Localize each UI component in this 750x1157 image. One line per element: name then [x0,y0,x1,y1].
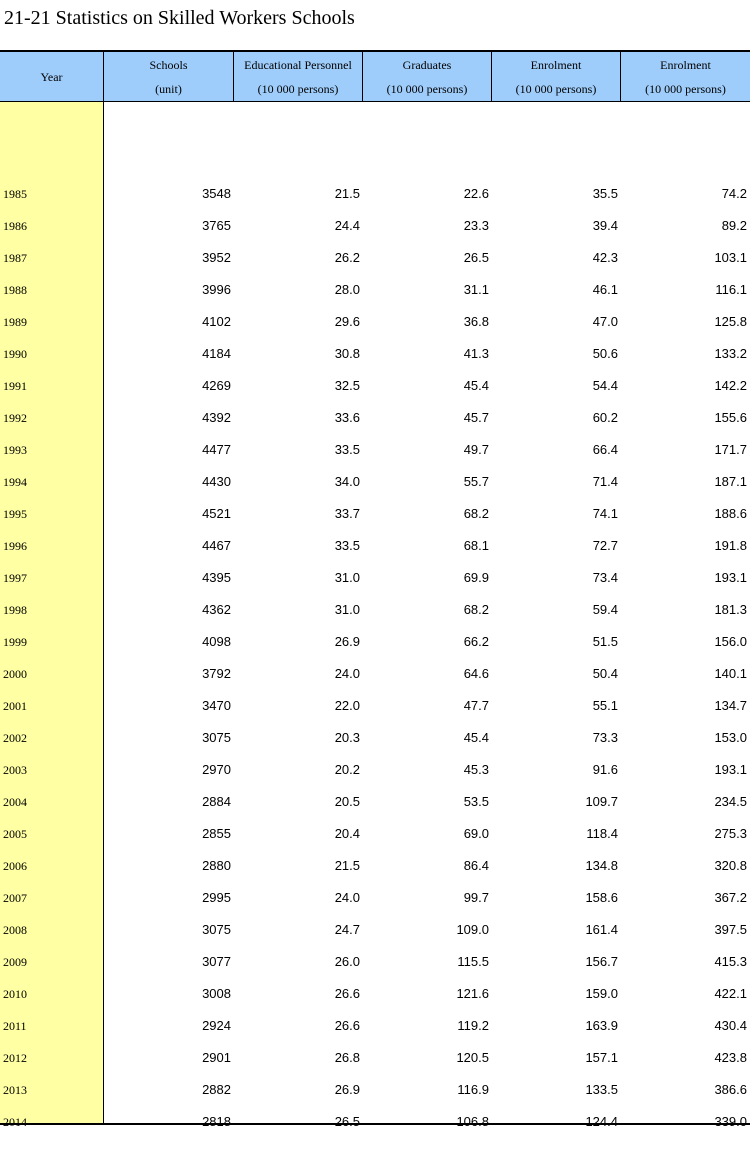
cell-educational-personnel: 33.5 [334,538,360,553]
cell-schools: 3996 [202,282,231,297]
header-enrolment-new-unit: (10 000 persons) [515,82,597,96]
cell-educational-personnel: 26.9 [334,1082,360,1097]
cell-educational-personnel: 21.5 [334,858,360,873]
cell-educational-personnel: 26.6 [334,986,360,1001]
page-title: 21-21 Statistics on Skilled Workers Schools [4,7,355,29]
cell-enrolment-new: 91.6 [592,762,618,777]
table-row [0,858,750,890]
cell-schools: 2901 [202,1050,231,1065]
cell-graduates: 69.9 [463,570,489,585]
cell-enrolment-new: 73.4 [592,570,618,585]
cell-enrolment-total: 74.2 [721,186,747,201]
cell-educational-personnel: 20.2 [334,762,360,777]
table-row [0,954,750,986]
cell-graduates: 99.7 [463,890,489,905]
table-row [0,250,750,282]
cell-year: 2004 [3,795,27,809]
statistics-table [0,50,750,1129]
cell-year: 2011 [3,1019,27,1033]
cell-schools: 4362 [202,602,231,617]
cell-year: 2009 [3,955,27,969]
cell-schools: 3075 [202,730,231,745]
header-educational-personnel-label: Educational Personnel [244,58,352,72]
table-row [0,506,750,538]
cell-year: 1993 [3,443,27,457]
cell-year: 1988 [3,283,27,297]
cell-educational-personnel: 33.5 [334,442,360,457]
cell-graduates: 116.9 [457,1082,489,1097]
cell-enrolment-total: 320.8 [714,858,747,873]
cell-educational-personnel: 26.9 [334,634,360,649]
cell-enrolment-new: 72.7 [592,538,618,553]
table-row [0,666,750,698]
cell-educational-personnel: 24.0 [334,666,360,681]
table-row [0,1082,750,1114]
header-graduates-label: Graduates [402,58,452,72]
cell-enrolment-new: 74.1 [592,506,618,521]
table-bottom-rule [0,1123,750,1125]
table-row [0,378,750,410]
cell-graduates: 22.6 [463,186,489,201]
table-row [0,890,750,922]
cell-enrolment-new: 158.6 [585,890,618,905]
cell-graduates: 68.1 [463,538,489,553]
table-row [0,826,750,858]
cell-educational-personnel: 24.4 [334,218,360,233]
cell-educational-personnel: 22.0 [334,698,360,713]
cell-schools: 3470 [202,698,231,713]
header-year [0,52,104,101]
header-graduates [363,52,492,101]
table-row [0,1018,750,1050]
cell-enrolment-total: 171.7 [714,442,747,457]
table-row [0,1050,750,1082]
cell-enrolment-new: 35.5 [592,186,618,201]
cell-educational-personnel: 26.0 [334,954,360,969]
cell-graduates: 45.4 [463,378,489,393]
cell-enrolment-total: 125.8 [714,314,747,329]
cell-enrolment-new: 71.4 [592,474,618,489]
table-rows [0,186,750,1146]
cell-schools: 3952 [202,250,231,265]
cell-year: 1998 [3,603,27,617]
cell-educational-personnel: 34.0 [334,474,360,489]
cell-schools: 4184 [202,346,231,361]
cell-graduates: 31.1 [463,282,489,297]
cell-graduates: 55.7 [463,474,489,489]
header-educational-personnel [234,52,363,101]
cell-schools: 3077 [202,954,231,969]
cell-educational-personnel: 31.0 [334,602,360,617]
cell-year: 1996 [3,539,27,553]
cell-enrolment-total: 134.7 [714,698,747,713]
cell-schools: 2880 [202,858,231,873]
cell-schools: 2970 [202,762,231,777]
cell-enrolment-total: 423.8 [714,1050,747,1065]
cell-enrolment-total: 386.6 [714,1082,747,1097]
cell-graduates: 45.4 [463,730,489,745]
cell-educational-personnel: 20.3 [334,730,360,745]
cell-educational-personnel: 31.0 [334,570,360,585]
cell-schools: 2924 [202,1018,231,1033]
table-row [0,570,750,602]
cell-schools: 4521 [202,506,231,521]
cell-schools: 2882 [202,1082,231,1097]
table-row [0,698,750,730]
cell-schools: 3008 [202,986,231,1001]
cell-graduates: 53.5 [463,794,489,809]
cell-enrolment-total: 155.6 [714,410,747,425]
table-row [0,922,750,954]
cell-enrolment-new: 59.4 [592,602,618,617]
cell-graduates: 45.3 [463,762,489,777]
cell-graduates: 47.7 [463,698,489,713]
header-graduates-unit: (10 000 persons) [386,82,468,96]
table-row [0,538,750,570]
cell-schools: 2855 [202,826,231,841]
cell-year: 1999 [3,635,27,649]
cell-year: 2010 [3,987,27,1001]
cell-educational-personnel: 33.7 [334,506,360,521]
cell-educational-personnel: 20.5 [334,794,360,809]
table-row [0,410,750,442]
cell-enrolment-new: 51.5 [592,634,618,649]
cell-enrolment-new: 157.1 [585,1050,618,1065]
cell-graduates: 41.3 [463,346,489,361]
cell-enrolment-new: 66.4 [592,442,618,457]
cell-enrolment-new: 163.9 [585,1018,618,1033]
cell-schools: 2884 [202,794,231,809]
cell-enrolment-new: 134.8 [585,858,618,873]
cell-enrolment-new: 133.5 [585,1082,618,1097]
table-row [0,794,750,826]
table-row [0,634,750,666]
cell-year: 2005 [3,827,27,841]
cell-educational-personnel: 24.0 [334,890,360,905]
cell-graduates: 119.2 [457,1018,489,1033]
cell-year: 2014 [3,1115,27,1129]
cell-educational-personnel: 28.0 [334,282,360,297]
header-schools-unit: (unit) [155,82,182,96]
cell-educational-personnel: 29.6 [334,314,360,329]
cell-enrolment-new: 50.4 [592,666,618,681]
cell-enrolment-total: 140.1 [714,666,747,681]
cell-schools: 3075 [202,922,231,937]
cell-enrolment-total: 133.2 [714,346,747,361]
cell-enrolment-total: 153.0 [714,730,747,745]
cell-schools: 4395 [202,570,231,585]
cell-year: 2007 [3,891,27,905]
cell-year: 1986 [3,219,27,233]
cell-schools: 4392 [202,410,231,425]
cell-educational-personnel: 21.5 [334,186,360,201]
cell-enrolment-new: 50.6 [592,346,618,361]
cell-enrolment-new: 60.2 [592,410,618,425]
table-row [0,314,750,346]
cell-enrolment-new: 42.3 [592,250,618,265]
cell-enrolment-total: 193.1 [714,570,747,585]
cell-graduates: 86.4 [463,858,489,873]
cell-schools: 4467 [202,538,231,553]
table-row [0,602,750,634]
cell-year: 2013 [3,1083,27,1097]
cell-enrolment-new: 118.4 [586,826,618,841]
cell-schools: 4430 [202,474,231,489]
cell-enrolment-new: 39.4 [592,218,618,233]
table-row [0,346,750,378]
cell-graduates: 49.7 [463,442,489,457]
cell-enrolment-total: 187.1 [714,474,747,489]
header-enrolment-new-label: Enrolment [530,58,582,72]
cell-schools: 3765 [202,218,231,233]
header-educational-personnel-unit: (10 000 persons) [257,82,339,96]
cell-graduates: 36.8 [463,314,489,329]
cell-schools: 2818 [202,1114,231,1129]
cell-year: 1997 [3,571,27,585]
table-row [0,762,750,794]
cell-enrolment-new: 124.4 [585,1114,618,1129]
cell-year: 1989 [3,315,27,329]
cell-enrolment-total: 142.2 [714,378,747,393]
cell-year: 1990 [3,347,27,361]
cell-graduates: 121.6 [456,986,489,1001]
cell-enrolment-new: 161.4 [585,922,618,937]
cell-graduates: 68.2 [463,602,489,617]
cell-educational-personnel: 30.8 [334,346,360,361]
cell-year: 1995 [3,507,27,521]
cell-enrolment-total: 193.1 [714,762,747,777]
cell-educational-personnel: 20.4 [334,826,360,841]
cell-year: 1992 [3,411,27,425]
cell-enrolment-total: 422.1 [714,986,747,1001]
cell-enrolment-total: 103.1 [714,250,747,265]
cell-year: 2003 [3,763,27,777]
cell-educational-personnel: 26.5 [334,1114,360,1129]
cell-enrolment-new: 47.0 [592,314,618,329]
cell-enrolment-total: 397.5 [714,922,747,937]
header-enrolment-total-label: Enrolment [660,58,711,72]
cell-graduates: 64.6 [463,666,489,681]
cell-enrolment-total: 116.1 [715,282,747,297]
cell-schools: 4477 [202,442,231,457]
cell-year: 2001 [3,699,27,713]
table-row [0,186,750,218]
cell-year: 2000 [3,667,27,681]
table-header [0,52,750,102]
header-schools-label: Schools [149,58,188,72]
header-year-label: Year [40,69,63,84]
cell-graduates: 120.5 [456,1050,489,1065]
cell-enrolment-total: 191.8 [714,538,747,553]
cell-schools: 3548 [202,186,231,201]
cell-year: 2006 [3,859,27,873]
cell-enrolment-total: 415.3 [714,954,747,969]
table-row [0,442,750,474]
cell-year: 1985 [3,187,27,201]
cell-enrolment-total: 188.6 [714,506,747,521]
cell-educational-personnel: 26.8 [334,1050,360,1065]
cell-graduates: 69.0 [463,826,489,841]
cell-year: 2002 [3,731,27,745]
cell-enrolment-total: 181.3 [714,602,747,617]
cell-enrolment-new: 46.1 [592,282,618,297]
cell-enrolment-new: 73.3 [592,730,618,745]
header-enrolment-new [492,52,621,101]
cell-graduates: 23.3 [463,218,489,233]
cell-educational-personnel: 26.2 [334,250,360,265]
cell-educational-personnel: 32.5 [334,378,360,393]
cell-enrolment-new: 109.7 [585,794,618,809]
cell-enrolment-total: 156.0 [714,634,747,649]
cell-educational-personnel: 26.6 [334,1018,360,1033]
cell-year: 2008 [3,923,27,937]
header-enrolment-total [621,52,750,101]
cell-graduates: 26.5 [463,250,489,265]
cell-year: 2012 [3,1051,27,1065]
cell-graduates: 109.0 [456,922,489,937]
table-row [0,282,750,314]
header-enrolment-total-unit: (10 000 persons) [645,82,726,96]
cell-enrolment-total: 430.4 [714,1018,747,1033]
cell-enrolment-total: 339.0 [714,1114,747,1129]
cell-graduates: 115.5 [457,954,489,969]
table-row [0,218,750,250]
cell-year: 1994 [3,475,27,489]
cell-educational-personnel: 24.7 [334,922,360,937]
cell-schools: 2995 [202,890,231,905]
cell-enrolment-new: 159.0 [585,986,618,1001]
table-row [0,1114,750,1146]
cell-schools: 4098 [202,634,231,649]
cell-year: 1991 [3,379,27,393]
cell-educational-personnel: 33.6 [334,410,360,425]
cell-enrolment-total: 275.3 [714,826,747,841]
cell-schools: 4269 [202,378,231,393]
table-row [0,474,750,506]
cell-year: 1987 [3,251,27,265]
cell-enrolment-total: 367.2 [714,890,747,905]
cell-graduates: 45.7 [463,410,489,425]
cell-schools: 4102 [202,314,231,329]
cell-graduates: 106.8 [456,1114,489,1129]
cell-enrolment-new: 54.4 [592,378,618,393]
header-schools [104,52,234,101]
cell-enrolment-new: 55.1 [592,698,618,713]
cell-graduates: 68.2 [463,506,489,521]
cell-enrolment-total: 89.2 [721,218,747,233]
table-row [0,730,750,762]
cell-enrolment-new: 156.7 [585,954,618,969]
table-row [0,986,750,1018]
cell-enrolment-total: 234.5 [714,794,747,809]
table-body [0,102,750,1129]
cell-schools: 3792 [202,666,231,681]
cell-graduates: 66.2 [463,634,489,649]
